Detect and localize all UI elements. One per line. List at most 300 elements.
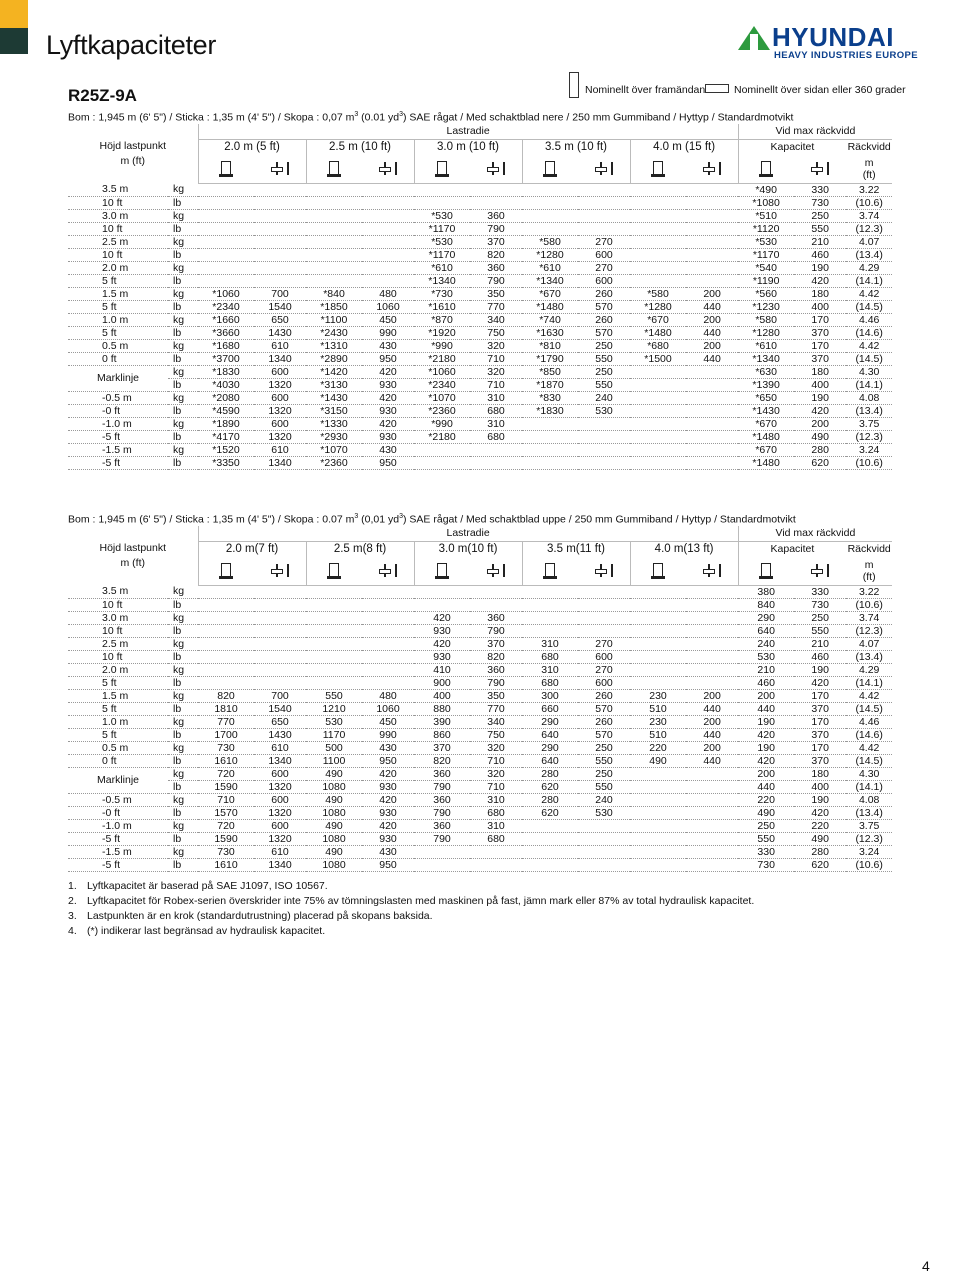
value-cell: (10.6) bbox=[846, 858, 892, 871]
value-cell: 310 bbox=[522, 663, 578, 676]
value-cell: 930 bbox=[414, 624, 470, 637]
value-cell: 370 bbox=[470, 235, 522, 248]
value-cell: *1680 bbox=[198, 339, 254, 352]
value-cell: 260 bbox=[578, 313, 630, 326]
value-cell bbox=[630, 404, 686, 417]
value-cell: 600 bbox=[254, 391, 306, 404]
unit-cell: lb bbox=[168, 832, 198, 845]
side-rating-icon bbox=[703, 562, 721, 580]
value-cell: 660 bbox=[522, 702, 578, 715]
value-cell: 420 bbox=[794, 404, 846, 417]
unit-cell: kg bbox=[168, 391, 198, 404]
table-row bbox=[68, 313, 892, 326]
rackvidd-unit-m: m bbox=[864, 558, 874, 571]
footnote-number: 1. bbox=[68, 880, 77, 892]
value-cell: (10.6) bbox=[846, 196, 892, 209]
value-cell bbox=[630, 624, 686, 637]
value-cell bbox=[522, 624, 578, 637]
vid-max-header: Vid max räckvidd bbox=[738, 526, 892, 542]
value-cell bbox=[522, 209, 578, 222]
value-cell: 4.46 bbox=[846, 313, 892, 326]
side-rating-icon bbox=[487, 562, 505, 580]
height-cell: -0 ft bbox=[68, 806, 168, 819]
value-cell: 200 bbox=[738, 767, 794, 780]
value-cell: 510 bbox=[630, 728, 686, 741]
unit-cell: kg bbox=[168, 585, 198, 598]
value-cell bbox=[686, 637, 738, 650]
value-cell: 930 bbox=[362, 832, 414, 845]
value-cell bbox=[306, 676, 362, 689]
front-rating-icon bbox=[325, 562, 343, 580]
value-cell: (14.1) bbox=[846, 780, 892, 793]
value-cell bbox=[254, 650, 306, 663]
value-cell bbox=[414, 585, 470, 598]
height-cell: 2.0 m bbox=[68, 663, 168, 676]
value-cell: *1280 bbox=[630, 300, 686, 313]
value-cell bbox=[686, 391, 738, 404]
table-row bbox=[68, 611, 892, 624]
value-cell: 1320 bbox=[254, 378, 306, 391]
value-cell: 4.42 bbox=[846, 287, 892, 300]
value-cell bbox=[686, 832, 738, 845]
value-cell bbox=[522, 456, 578, 469]
value-cell: 750 bbox=[470, 326, 522, 339]
brand-subtitle: HEAVY INDUSTRIES EUROPE bbox=[774, 50, 918, 61]
value-cell: 370 bbox=[470, 637, 522, 650]
value-cell: 1170 bbox=[306, 728, 362, 741]
value-cell: 200 bbox=[686, 313, 738, 326]
value-cell bbox=[630, 248, 686, 261]
value-cell: *1920 bbox=[414, 326, 470, 339]
table-row bbox=[68, 196, 892, 209]
value-cell: 200 bbox=[686, 715, 738, 728]
height-cell: -0 ft bbox=[68, 404, 168, 417]
value-cell bbox=[362, 637, 414, 650]
value-cell: 360 bbox=[414, 767, 470, 780]
spec-2-text: Bom : 1,945 m (6' 5") / Sticka : 1,35 m (4' 5") / Skopa : 0.07 m bbox=[68, 513, 355, 526]
value-cell: 4.08 bbox=[846, 391, 892, 404]
value-cell bbox=[306, 663, 362, 676]
value-cell: 600 bbox=[254, 417, 306, 430]
value-cell: 730 bbox=[794, 196, 846, 209]
value-cell bbox=[522, 832, 578, 845]
unit-cell: lb bbox=[168, 598, 198, 611]
value-cell: 4.30 bbox=[846, 365, 892, 378]
value-cell: 710 bbox=[470, 780, 522, 793]
front-rating-icon bbox=[433, 562, 451, 580]
value-cell bbox=[362, 222, 414, 235]
value-cell: 840 bbox=[738, 598, 794, 611]
table-row bbox=[68, 741, 892, 754]
unit-cell: kg bbox=[168, 287, 198, 300]
value-cell: *3350 bbox=[198, 456, 254, 469]
unit-cell: lb bbox=[168, 754, 198, 767]
value-cell: 1080 bbox=[306, 858, 362, 871]
value-cell bbox=[630, 378, 686, 391]
footnote-number: 2. bbox=[68, 895, 77, 907]
value-cell: 460 bbox=[794, 650, 846, 663]
value-cell: 550 bbox=[794, 624, 846, 637]
value-cell: 1570 bbox=[198, 806, 254, 819]
height-cell: 0 ft bbox=[68, 754, 168, 767]
value-cell bbox=[522, 819, 578, 832]
lastradie-header: Lastradie bbox=[198, 124, 738, 140]
value-cell bbox=[630, 637, 686, 650]
value-cell bbox=[198, 235, 254, 248]
value-cell: 230 bbox=[630, 715, 686, 728]
side-rating-icon bbox=[487, 160, 505, 178]
lastradie-header: Lastradie bbox=[198, 526, 738, 542]
side-icon-cell bbox=[686, 155, 738, 183]
value-cell bbox=[578, 611, 630, 624]
side-icon-cell bbox=[254, 557, 306, 585]
capacity-table-2-body bbox=[68, 585, 892, 871]
legend-front-label: Nominellt över framändan bbox=[585, 84, 706, 96]
value-cell: 1700 bbox=[198, 728, 254, 741]
value-cell: *650 bbox=[738, 391, 794, 404]
value-cell: 1320 bbox=[254, 404, 306, 417]
unit-cell: lb bbox=[168, 676, 198, 689]
unit-cell: lb bbox=[168, 222, 198, 235]
value-cell: 190 bbox=[794, 793, 846, 806]
value-cell bbox=[630, 793, 686, 806]
value-cell: 930 bbox=[362, 430, 414, 443]
value-cell: 620 bbox=[522, 780, 578, 793]
value-cell bbox=[522, 196, 578, 209]
value-cell: *580 bbox=[522, 235, 578, 248]
value-cell bbox=[414, 183, 470, 196]
value-cell: 250 bbox=[578, 767, 630, 780]
height-cell: 10 ft bbox=[68, 650, 168, 663]
height-cell: -0.5 m bbox=[68, 391, 168, 404]
height-cell: 5 ft bbox=[68, 702, 168, 715]
value-cell: 290 bbox=[522, 741, 578, 754]
value-cell: 240 bbox=[578, 793, 630, 806]
value-cell bbox=[630, 650, 686, 663]
value-cell: 270 bbox=[578, 261, 630, 274]
unit-cell: lb bbox=[168, 702, 198, 715]
value-cell bbox=[362, 650, 414, 663]
value-cell: 370 bbox=[794, 352, 846, 365]
value-cell: 880 bbox=[414, 702, 470, 715]
value-cell bbox=[578, 858, 630, 871]
value-cell bbox=[198, 585, 254, 598]
unit-cell: lb bbox=[168, 352, 198, 365]
spec-1-text: Bom : 1,945 m (6' 5") / Sticka : 1,35 m (4' 5") / Skopa : 0,07 m bbox=[68, 111, 355, 124]
front-rating-icon bbox=[433, 160, 451, 178]
value-cell: 290 bbox=[738, 611, 794, 624]
table-row bbox=[68, 261, 892, 274]
value-cell: 420 bbox=[362, 417, 414, 430]
table-row bbox=[68, 287, 892, 300]
table-row bbox=[68, 365, 892, 378]
value-cell: 210 bbox=[794, 235, 846, 248]
value-cell: *1480 bbox=[738, 456, 794, 469]
height-cell: 5 ft bbox=[68, 274, 168, 287]
value-cell bbox=[362, 598, 414, 611]
height-cell: 10 ft bbox=[68, 624, 168, 637]
unit-cell: kg bbox=[168, 793, 198, 806]
value-cell: 1590 bbox=[198, 780, 254, 793]
value-cell bbox=[686, 235, 738, 248]
value-cell: 3.75 bbox=[846, 819, 892, 832]
rating-legend bbox=[567, 72, 906, 102]
value-cell: 480 bbox=[362, 287, 414, 300]
value-cell: 730 bbox=[794, 598, 846, 611]
value-cell bbox=[522, 222, 578, 235]
value-cell: 220 bbox=[794, 819, 846, 832]
value-cell: 1080 bbox=[306, 806, 362, 819]
value-cell: 200 bbox=[686, 741, 738, 754]
value-cell: 550 bbox=[578, 378, 630, 391]
value-cell bbox=[414, 196, 470, 209]
value-cell: *490 bbox=[738, 183, 794, 196]
value-cell: *1340 bbox=[414, 274, 470, 287]
table-row bbox=[68, 598, 892, 611]
value-cell: *990 bbox=[414, 339, 470, 352]
unit-cell: kg bbox=[168, 235, 198, 248]
value-cell: 680 bbox=[470, 832, 522, 845]
value-cell: 930 bbox=[362, 806, 414, 819]
spec-1-sup2: 3 bbox=[399, 111, 404, 118]
unit-cell: kg bbox=[168, 845, 198, 858]
value-cell: *830 bbox=[522, 391, 578, 404]
value-cell bbox=[630, 456, 686, 469]
value-cell bbox=[686, 663, 738, 676]
value-cell bbox=[630, 443, 686, 456]
value-cell: 530 bbox=[306, 715, 362, 728]
table-row bbox=[68, 585, 892, 598]
front-rating-icon bbox=[217, 562, 235, 580]
front-rating-icon bbox=[541, 562, 559, 580]
value-cell: 930 bbox=[414, 650, 470, 663]
value-cell: 400 bbox=[794, 780, 846, 793]
table-row bbox=[68, 443, 892, 456]
value-cell: 1430 bbox=[254, 326, 306, 339]
value-cell: 620 bbox=[522, 806, 578, 819]
value-cell: 530 bbox=[578, 404, 630, 417]
value-cell bbox=[306, 261, 362, 274]
value-cell: 250 bbox=[578, 339, 630, 352]
height-cell: -5 ft bbox=[68, 858, 168, 871]
value-cell bbox=[306, 196, 362, 209]
value-cell bbox=[630, 365, 686, 378]
value-cell: *1170 bbox=[414, 222, 470, 235]
value-cell: *2890 bbox=[306, 352, 362, 365]
value-cell: 770 bbox=[470, 702, 522, 715]
value-cell: *4030 bbox=[198, 378, 254, 391]
value-cell: 370 bbox=[794, 754, 846, 767]
value-cell bbox=[414, 443, 470, 456]
table-row bbox=[68, 702, 892, 715]
table-row bbox=[68, 806, 892, 819]
value-cell bbox=[522, 845, 578, 858]
front-icon-cell bbox=[738, 557, 794, 585]
value-cell: 570 bbox=[578, 326, 630, 339]
front-rating-icon bbox=[325, 160, 343, 178]
value-cell: *1070 bbox=[414, 391, 470, 404]
value-cell bbox=[306, 598, 362, 611]
value-cell: 3.22 bbox=[846, 183, 892, 196]
value-cell bbox=[306, 209, 362, 222]
value-cell bbox=[306, 637, 362, 650]
table-row bbox=[68, 183, 892, 196]
value-cell: 490 bbox=[794, 832, 846, 845]
value-cell: 330 bbox=[738, 845, 794, 858]
table-row bbox=[68, 222, 892, 235]
value-cell: *1170 bbox=[738, 248, 794, 261]
value-cell: 710 bbox=[470, 378, 522, 391]
value-cell bbox=[198, 222, 254, 235]
value-cell bbox=[630, 858, 686, 871]
value-cell: 360 bbox=[470, 261, 522, 274]
side-icon-cell bbox=[470, 557, 522, 585]
value-cell: 610 bbox=[254, 443, 306, 456]
value-cell: *1060 bbox=[198, 287, 254, 300]
value-cell bbox=[306, 183, 362, 196]
value-cell: 440 bbox=[686, 754, 738, 767]
value-cell: 600 bbox=[578, 650, 630, 663]
unit-cell: lb bbox=[168, 456, 198, 469]
radius-header: 2.5 m(8 ft) bbox=[306, 542, 414, 558]
value-cell: 400 bbox=[414, 689, 470, 702]
height-cell-marklinje: Marklinje bbox=[68, 767, 168, 793]
value-cell: 280 bbox=[794, 443, 846, 456]
value-cell: 360 bbox=[414, 819, 470, 832]
value-cell bbox=[414, 845, 470, 858]
height-cell: 3.5 m bbox=[68, 585, 168, 598]
value-cell: 610 bbox=[254, 845, 306, 858]
front-rating-icon bbox=[541, 160, 559, 178]
value-cell: 490 bbox=[738, 806, 794, 819]
value-cell bbox=[198, 598, 254, 611]
value-cell bbox=[630, 261, 686, 274]
value-cell: *560 bbox=[738, 287, 794, 300]
value-cell bbox=[686, 430, 738, 443]
value-cell: *3660 bbox=[198, 326, 254, 339]
value-cell bbox=[306, 585, 362, 598]
value-cell: 570 bbox=[578, 702, 630, 715]
value-cell: 420 bbox=[362, 767, 414, 780]
table-row bbox=[68, 248, 892, 261]
unit-cell: lb bbox=[168, 624, 198, 637]
spec-2-end: ) SAE rågat / Med schaktblad uppe / 250 mm Gummiband / Hyttyp / Standardmotvikt bbox=[403, 513, 796, 526]
value-cell: 250 bbox=[578, 365, 630, 378]
radius-header: 3.5 m (10 ft) bbox=[522, 140, 630, 156]
value-cell bbox=[630, 767, 686, 780]
value-cell: 570 bbox=[578, 728, 630, 741]
height-cell: -1.0 m bbox=[68, 819, 168, 832]
value-cell: 440 bbox=[738, 702, 794, 715]
value-cell: *850 bbox=[522, 365, 578, 378]
value-cell bbox=[686, 404, 738, 417]
value-cell: 320 bbox=[470, 339, 522, 352]
rackvidd-unit-ft: (ft) bbox=[862, 168, 876, 181]
value-cell: 1340 bbox=[254, 456, 306, 469]
value-cell bbox=[522, 443, 578, 456]
value-cell: 990 bbox=[362, 728, 414, 741]
hojd-label: Höjd lastpunkt bbox=[99, 139, 167, 152]
value-cell bbox=[414, 858, 470, 871]
spec-line-1 bbox=[68, 111, 793, 124]
table-row bbox=[68, 339, 892, 352]
value-cell bbox=[470, 598, 522, 611]
value-cell bbox=[306, 650, 362, 663]
height-cell: 2.5 m bbox=[68, 637, 168, 650]
table-row bbox=[68, 845, 892, 858]
value-cell: 260 bbox=[578, 287, 630, 300]
value-cell: 680 bbox=[470, 404, 522, 417]
corner-tab-green bbox=[0, 28, 28, 54]
unit-cell: kg bbox=[168, 417, 198, 430]
value-cell: *1390 bbox=[738, 378, 794, 391]
value-cell: 720 bbox=[198, 819, 254, 832]
value-cell bbox=[578, 456, 630, 469]
value-cell bbox=[686, 819, 738, 832]
side-icon-cell bbox=[686, 557, 738, 585]
value-cell: 4.42 bbox=[846, 689, 892, 702]
value-cell: *610 bbox=[522, 261, 578, 274]
value-cell bbox=[306, 274, 362, 287]
capacity-table-1-body bbox=[68, 183, 892, 469]
value-cell: 710 bbox=[470, 754, 522, 767]
value-cell: 550 bbox=[794, 222, 846, 235]
value-cell: 1540 bbox=[254, 300, 306, 313]
value-cell: 180 bbox=[794, 767, 846, 780]
unit-cell: kg bbox=[168, 637, 198, 650]
value-cell bbox=[686, 365, 738, 378]
value-cell bbox=[198, 196, 254, 209]
height-cell: 1.5 m bbox=[68, 287, 168, 300]
value-cell: 820 bbox=[470, 650, 522, 663]
table-row bbox=[68, 274, 892, 287]
value-cell bbox=[630, 845, 686, 858]
height-cell: 10 ft bbox=[68, 196, 168, 209]
table-row bbox=[68, 754, 892, 767]
footnote-number: 3. bbox=[68, 910, 77, 922]
value-cell: 680 bbox=[470, 806, 522, 819]
value-cell bbox=[470, 845, 522, 858]
value-cell: 4.30 bbox=[846, 767, 892, 780]
rackvidd-header: Räckvidd bbox=[847, 543, 891, 555]
value-cell bbox=[522, 611, 578, 624]
value-cell bbox=[522, 183, 578, 196]
value-cell: *3130 bbox=[306, 378, 362, 391]
value-cell: *1230 bbox=[738, 300, 794, 313]
value-cell bbox=[254, 676, 306, 689]
value-cell: *810 bbox=[522, 339, 578, 352]
side-rating-icon bbox=[595, 562, 613, 580]
value-cell: *2080 bbox=[198, 391, 254, 404]
value-cell: *1480 bbox=[738, 430, 794, 443]
value-cell: 860 bbox=[414, 728, 470, 741]
value-cell bbox=[686, 858, 738, 871]
value-cell: 680 bbox=[522, 676, 578, 689]
value-cell bbox=[630, 183, 686, 196]
capacity-table-1 bbox=[68, 124, 892, 470]
value-cell: 360 bbox=[470, 611, 522, 624]
side-rating-icon bbox=[271, 562, 289, 580]
value-cell: *1850 bbox=[306, 300, 362, 313]
value-cell bbox=[630, 209, 686, 222]
value-cell: 600 bbox=[254, 767, 306, 780]
value-cell: 4.42 bbox=[846, 741, 892, 754]
table-row bbox=[68, 650, 892, 663]
value-cell: *670 bbox=[738, 417, 794, 430]
value-cell: 370 bbox=[794, 728, 846, 741]
value-cell: 280 bbox=[794, 845, 846, 858]
value-cell bbox=[630, 585, 686, 598]
